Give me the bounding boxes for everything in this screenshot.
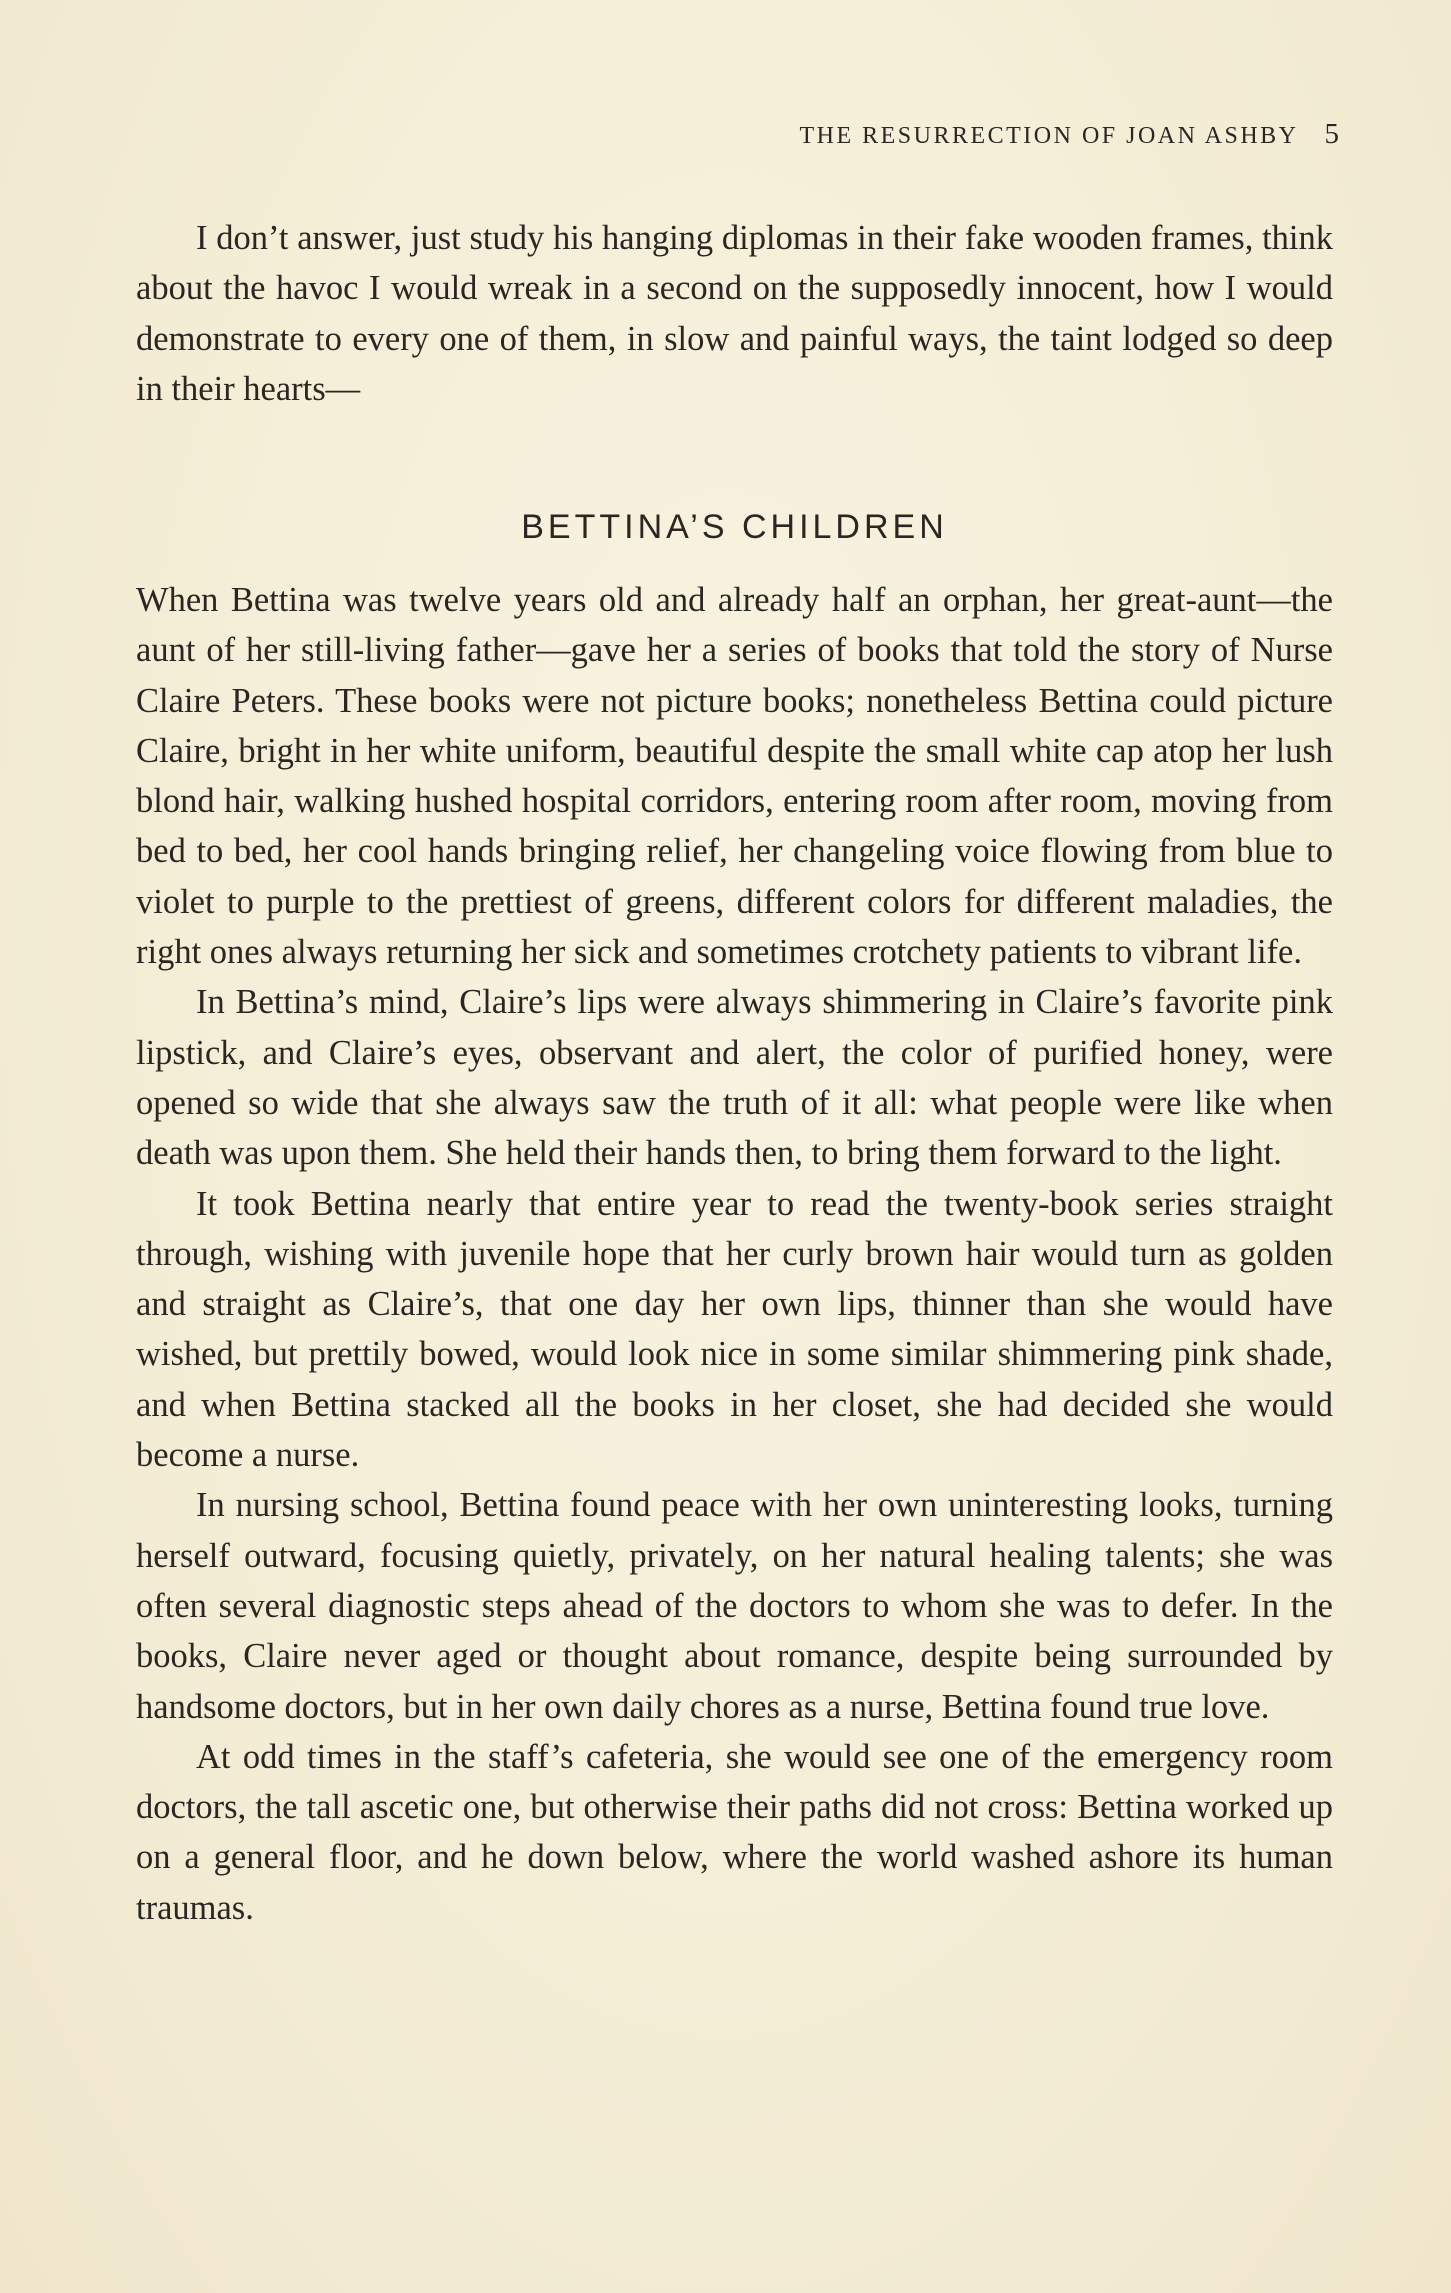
section-text-block [136,575,1333,1933]
section-heading: BETTINA’S CHILDREN [521,508,948,546]
opening-text-block [136,213,1333,414]
running-head [799,118,1339,151]
section-paragraph-1: When Bettina was twelve years old and already half an orphan, her great-aunt—the aunt of her still-living father—gave her a series of books that told the story of Nurse Claire Peters. These books were not picture books; nonetheless Bettina could picture Claire, bright in her white uniform, beautiful despite the small white cap atop her lush blond hair, walking hushed hospital corridors, entering room after room, moving from bed to bed, her cool hands bringing relief, her changeling voice flowing from blue to violet to purple to the prettiest of greens, different colors for different maladies, the right ones always returning her sick and sometimes crotchety patients to vibrant life. [136,581,1333,972]
running-head-title: THE RESURRECTION OF JOAN ASHBY [799,123,1299,149]
section-paragraph-4: In nursing school, Bettina found peace with her own uninteresting looks, turning herself outward, focusing quietly, privately, on her natural healing talents; she was often several diagnostic steps ahead of the doctors to whom she was to defer. In the books, Claire never aged or thought about romance, despite being surrounded by handsome doctors, but in her own daily chores as a nurse, Bettina found true love. [136,1486,1333,1726]
section-paragraph-5: At odd times in the staff’s cafeteria, she would see one of the emergency room doctors, the tall ascetic one, but otherwise their paths did not cross: Bettina worked up on a general floor, and he down below, where the world washed ashore its human traumas. [136,1737,1333,1927]
page-number: 5 [1324,118,1339,150]
opening-paragraph: I don’t answer, just study his hanging diplomas in their fake wooden frames, think about the havoc I would wreak in a second on the supposedly innocent, how I would demonstrate to every one of them, in slow and painful ways, the taint lodged so deep in their hearts— [136,219,1333,408]
section-paragraph-2: In Bettina’s mind, Claire’s lips were always shimmering in Claire’s favorite pink lipstick, and Claire’s eyes, observant and alert, the color of purified honey, were opened so wide that she always saw the truth of it all: what people were like when death was upon them. She held their hands then, to bring them forward to the light. [136,983,1333,1173]
section-paragraph-3: It took Bettina nearly that entire year to read the twenty-book series straight through, wishing with juvenile hope that her curly brown hair would turn as golden and straight as Claire’s, that one day her own lips, thinner than she would have wished, but prettily bowed, would look nice in some similar shimmering pink shade, and when Bettina stacked all the books in her closet, she had decided she would become a nurse. [136,1184,1333,1475]
